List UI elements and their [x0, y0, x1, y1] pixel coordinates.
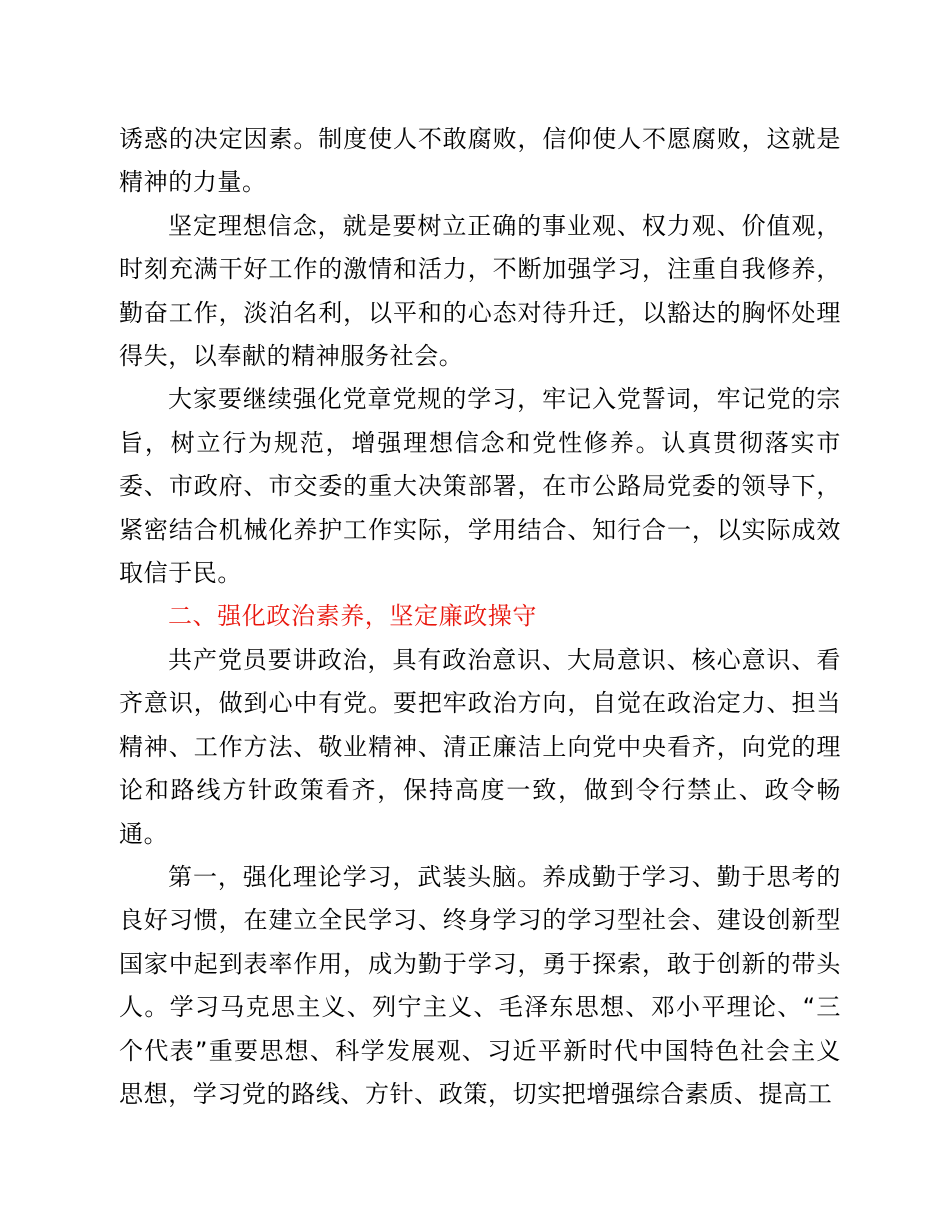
paragraph-theory-study: 第一，强化理论学习，武装头脑。养成勤于学习、勤于思考的良好习惯，在建立全民学习、终身学习的学习型社会、建设创新型国家中起到表率作用，成为勤于学习，勇于探索，敢于创新的带头人。学习马克思主义、列宁主义、毛泽东思想、邓小平理论、“三个代表”重要思想、科学发展观、习近平新时代中国特色社会主义思想，学习党的路线、方针、政策，切实把增强综合素质、提高工 [119, 862, 841, 1108]
paragraph-political-awareness: 共产党员要讲政治，具有政治意识、大局意识、核心意识、看齐意识，做到心中有党。要把牢政治方向，自觉在政治定力、担当精神、工作方法、敬业精神、清正廉洁上向党中央看齐，向党的理论和路线方针政策看齐，保持高度一致，做到令行禁止、政令畅通。 [119, 645, 841, 848]
paragraph-party-rules-study: 大家要继续强化党章党规的学习，牢记入党誓词，牢记党的宗旨，树立行为规范，增强理想信念和党性修养。认真贯彻落实市委、市政府、市交委的重大决策部署，在市公路局党委的领导下，紧密结合机械化养护工作实际，学用结合、知行合一，以实际成效取信于民。 [119, 385, 841, 588]
document-body [119, 118, 841, 1116]
section-heading-2: 二、强化政治素养，坚定廉政操守 [168, 602, 537, 631]
paragraph-ideals-belief: 坚定理想信念，就是要树立正确的事业观、权力观、价值观，时刻充满干好工作的激情和活力，不断加强学习，注重自我修养，勤奋工作，淡泊名利，以平和的心态对待升迁，以豁达的胸怀处理得失，以奉献的精神服务社会。 [119, 211, 841, 371]
paragraph-continuation: 诱惑的决定因素。制度使人不敢腐败，信仰使人不愿腐败，这就是精神的力量。 [119, 125, 841, 197]
